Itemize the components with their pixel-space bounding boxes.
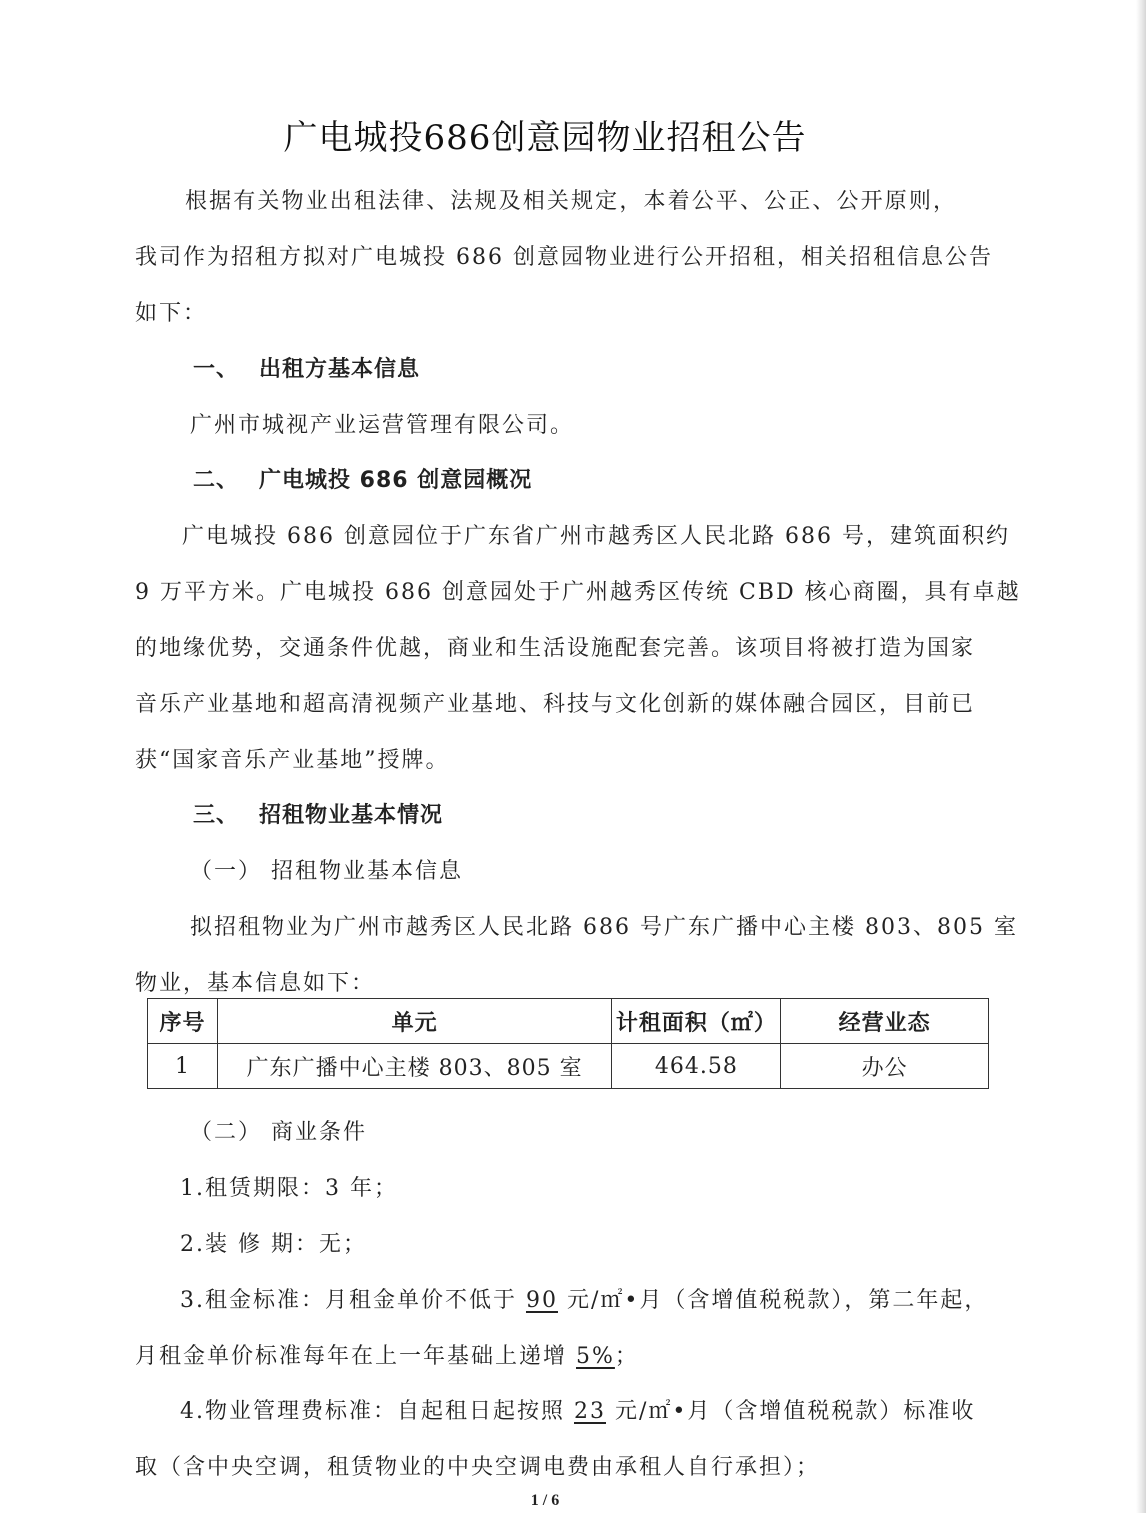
page-number: 1 / 6 xyxy=(530,1492,560,1509)
table-cell: 464.58 xyxy=(612,1044,781,1089)
section-1-number: 一、 xyxy=(193,357,240,382)
section-3-number: 三、 xyxy=(193,803,240,828)
table-cell: 1 xyxy=(148,1044,218,1089)
section-2-heading xyxy=(193,463,532,494)
condition-4-text-a: 4.物业管理费标准：自起租日起按照 xyxy=(180,1399,574,1424)
table-header-cell: 单元 xyxy=(217,999,611,1044)
rent-price-value: 90 xyxy=(525,1288,558,1313)
table-header-cell: 经营业态 xyxy=(781,999,989,1044)
table-row xyxy=(148,1044,989,1089)
section-1-body: 广州市城视产业运营管理有限公司。 xyxy=(190,413,575,438)
subsection-2-heading: （二） 商业条件 xyxy=(190,1120,367,1145)
property-info-table xyxy=(147,998,989,1089)
table-header-row xyxy=(148,999,989,1044)
table-header-cell: 序号 xyxy=(148,999,218,1044)
subsection-1-line-1: 拟招租物业为广州市越秀区人民北路 686 号广东广播中心主楼 803、805 室 xyxy=(190,915,1018,940)
intro-line-3: 如下： xyxy=(135,301,208,326)
table-cell: 办公 xyxy=(781,1044,989,1089)
page-edge-shadow xyxy=(1136,0,1146,1513)
subsection-1-heading: （一） 招租物业基本信息 xyxy=(190,859,463,884)
condition-3-text-d: ； xyxy=(614,1344,639,1369)
condition-4-line-2: 取（含中央空调，租赁物业的中央空调电费由承租人自行承担）； xyxy=(135,1455,821,1480)
condition-3-line-2 xyxy=(135,1339,639,1370)
condition-3-line-1 xyxy=(180,1283,989,1314)
document-title: 广电城投686创意园物业招租公告 xyxy=(283,118,807,158)
section-2-line-3: 的地缘优势，交通条件优越，商业和生活设施配套完善。该项目将被打造为国家 xyxy=(135,636,976,661)
intro-line-2: 我司作为招租方拟对广电城投 686 创意园物业进行公开招租，相关招租信息公告 xyxy=(135,245,993,270)
management-fee-value: 23 xyxy=(574,1399,606,1424)
condition-2: 2.装 修 期：无； xyxy=(180,1232,367,1257)
table-cell: 广东广播中心主楼 803、805 室 xyxy=(217,1044,611,1089)
table-header-cell: 计租面积（㎡） xyxy=(612,999,781,1044)
section-2-line-5: 获“国家音乐产业基地”授牌。 xyxy=(135,748,450,773)
condition-4-text-b: 元/㎡•月（含增值税税款）标准收 xyxy=(606,1399,976,1424)
section-2-line-4: 音乐产业基地和超高清视频产业基地、科技与文化创新的媒体融合园区，目前已 xyxy=(135,692,976,717)
section-1-title: 出租方基本信息 xyxy=(259,357,421,382)
section-2-line-1: 广电城投 686 创意园位于广东省广州市越秀区人民北路 686 号，建筑面积约 xyxy=(182,524,1010,549)
section-2-line-2: 9 万平方米。广电城投 686 创意园处于广州越秀区传统 CBD 核心商圈，具有卓越 xyxy=(135,580,1021,605)
increase-rate-value: 5% xyxy=(576,1344,615,1369)
condition-4-line-1 xyxy=(180,1394,976,1425)
section-2-title: 广电城投 686 创意园概况 xyxy=(259,468,533,493)
condition-3-text-a: 3.租金标准：月租金单价不低于 xyxy=(180,1288,526,1313)
condition-3-text-b: 元/㎡•月（含增值税税款），第二年起， xyxy=(557,1288,989,1313)
section-2-number: 二、 xyxy=(193,468,240,493)
condition-3-text-c: 月租金单价标准每年在上一年基础上递增 xyxy=(135,1344,576,1369)
intro-line-1: 根据有关物业出租法律、法规及相关规定，本着公平、公正、公开原则， xyxy=(185,189,957,214)
section-3-title: 招租物业基本情况 xyxy=(259,803,444,828)
section-3-heading xyxy=(193,798,443,829)
section-1-heading xyxy=(193,352,420,383)
subsection-1-line-2: 物业，基本信息如下： xyxy=(135,971,376,996)
condition-1: 1.租赁期限：3 年； xyxy=(180,1176,398,1201)
